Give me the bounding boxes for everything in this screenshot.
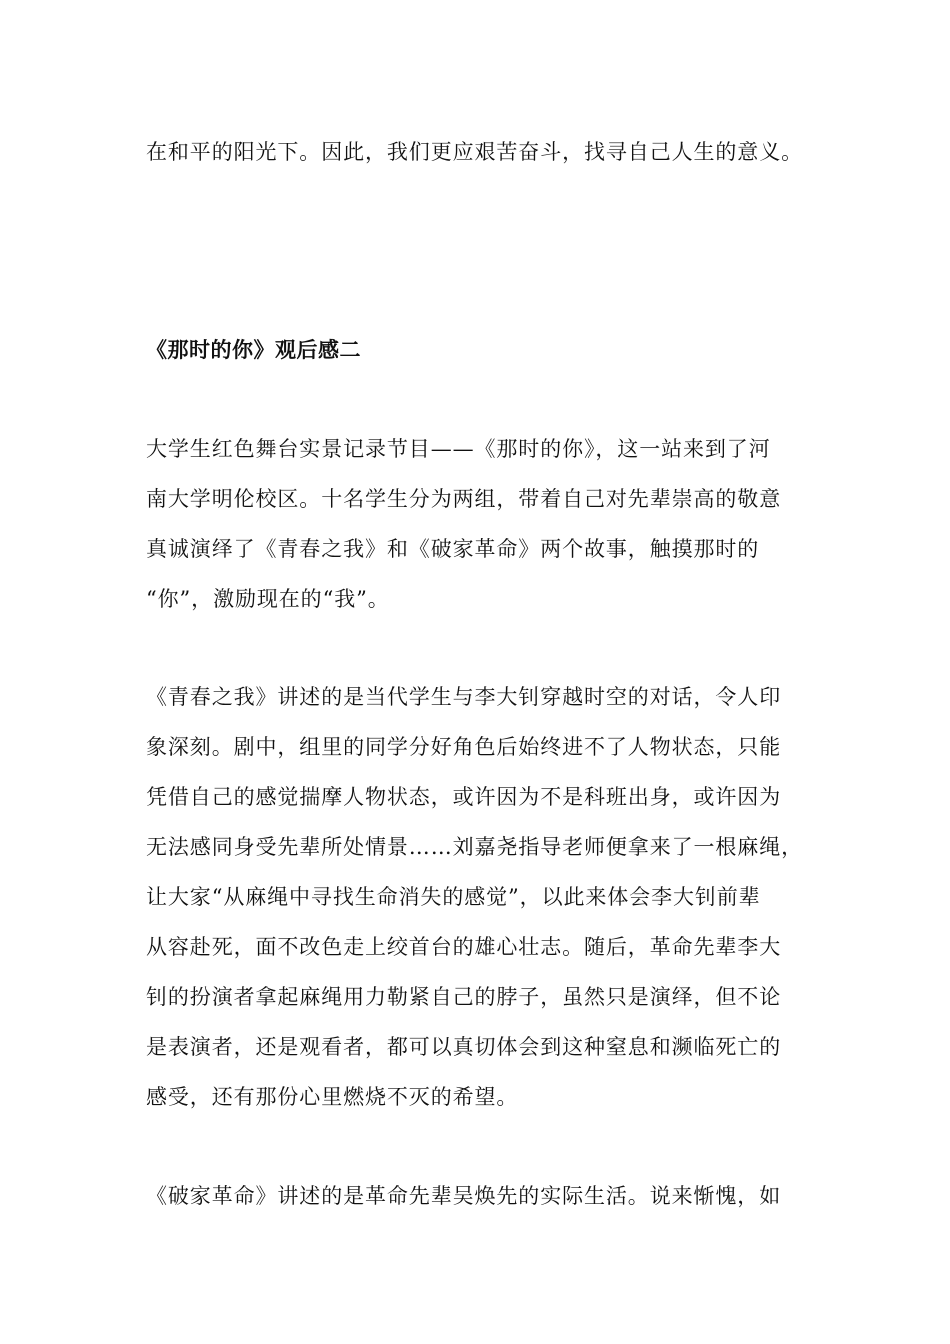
paragraph-line: 真诚演绎了《青春之我》和《破家革命》两个故事，触摸那时的 xyxy=(146,537,760,561)
section-heading: 《那时的你》观后感二 xyxy=(146,337,361,362)
paragraph-line: 从容赴死，面不改色走上绞首台的雄心壮志。随后，革命先辈李大 xyxy=(146,935,782,959)
continuation-line: 在和平的阳光下。因此，我们更应艰苦奋斗，找寻自己人生的意义。 xyxy=(146,140,803,164)
paragraph-line: “你”，激励现在的“我”。 xyxy=(146,587,390,611)
paragraph-line: 《青春之我》讲述的是当代学生与李大钊穿越时空的对话，令人印 xyxy=(146,685,782,709)
paragraph-line: 象深刻。剧中，组里的同学分好角色后始终进不了人物状态，只能 xyxy=(146,735,782,759)
paragraph-line: 凭借自己的感觉揣摩人物状态，或许因为不是科班出身，或许因为 xyxy=(146,785,782,809)
paragraph-line: 钊的扮演者拿起麻绳用力勒紧自己的脖子，虽然只是演绎，但不论 xyxy=(146,985,782,1009)
paragraph-line: 是表演者，还是观看者，都可以真切体会到这种窒息和濒临死亡的 xyxy=(146,1035,782,1059)
paragraph-line: 大学生红色舞台实景记录节目——《那时的你》，这一站来到了河 xyxy=(146,437,771,461)
paragraph-line: 《破家革命》讲述的是革命先辈吴焕先的实际生活。说来惭愧，如 xyxy=(146,1184,782,1208)
paragraph-line: 让大家“从麻绳中寻找生命消失的感觉”，以此来体会李大钊前辈 xyxy=(146,885,761,909)
paragraph-line: 感受，还有那份心里燃烧不灭的希望。 xyxy=(146,1085,519,1109)
paragraph-line: 南大学明伦校区。十名学生分为两组，带着自己对先辈崇高的敬意 xyxy=(146,487,782,511)
paragraph-line: 无法感同身受先辈所处情景……刘嘉尧指导老师便拿来了一根麻绳， xyxy=(146,835,803,859)
